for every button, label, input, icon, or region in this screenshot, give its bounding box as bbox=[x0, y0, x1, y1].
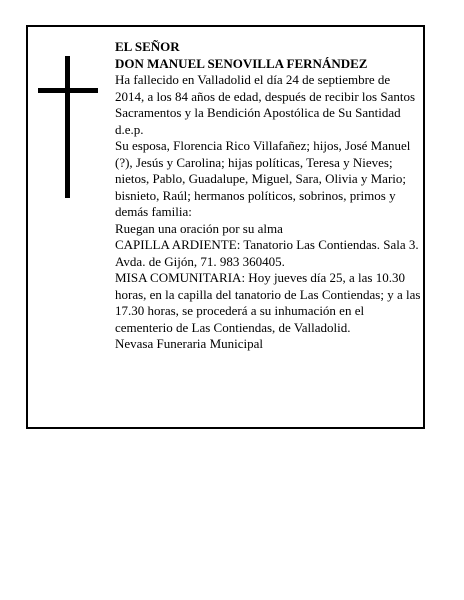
chapel-info: CAPILLA ARDIENTE: Tanatorio Las Contiendas. Sala 3. Avda. de Gijón, 71. 983 360405. bbox=[115, 237, 419, 269]
family-list: Su esposa, Florencia Rico Villafañez; hijos, José Manuel (?), Jesús y Carolina; hijas políticas, Teresa y Nieves; nietos, Pablo, Guadalupe, Miguel, Sara, Olivia y Mario; bisnieto, Raúl; hermanos políticos, sobrinos, primos y demás familia: bbox=[115, 138, 411, 219]
funeral-home: Nevasa Funeraria Municipal bbox=[115, 336, 264, 351]
cross-icon bbox=[38, 56, 98, 198]
cross-vertical-bar bbox=[65, 56, 70, 198]
cross-horizontal-bar bbox=[38, 88, 98, 93]
rip-text: d.e.p. bbox=[115, 121, 144, 137]
prayer-request: Ruegan una oración por su alma bbox=[115, 220, 283, 236]
notice-body bbox=[115, 39, 421, 353]
obituary-notice bbox=[26, 25, 425, 429]
deceased-name: DON MANUEL SENOVILLA FERNÁNDEZ bbox=[115, 55, 368, 71]
mass-info: MISA COMUNITARIA: Hoy jueves día 25, a las 10.30 horas, en la capilla del tanatorio de Las Contiendas; y a las 17.30 horas, se procederá a su inhumación en el cementerio de Las Contiendas, de Valladolid. bbox=[115, 270, 421, 335]
death-announcement: Ha fallecido en Valladolid el día 24 de septiembre de 2014, a los 84 años de edad, después de recibir los Santos Sacramentos y la Bendición Apostólica de Su Santidad bbox=[115, 72, 416, 120]
heading-title: EL SEÑOR bbox=[115, 39, 180, 54]
